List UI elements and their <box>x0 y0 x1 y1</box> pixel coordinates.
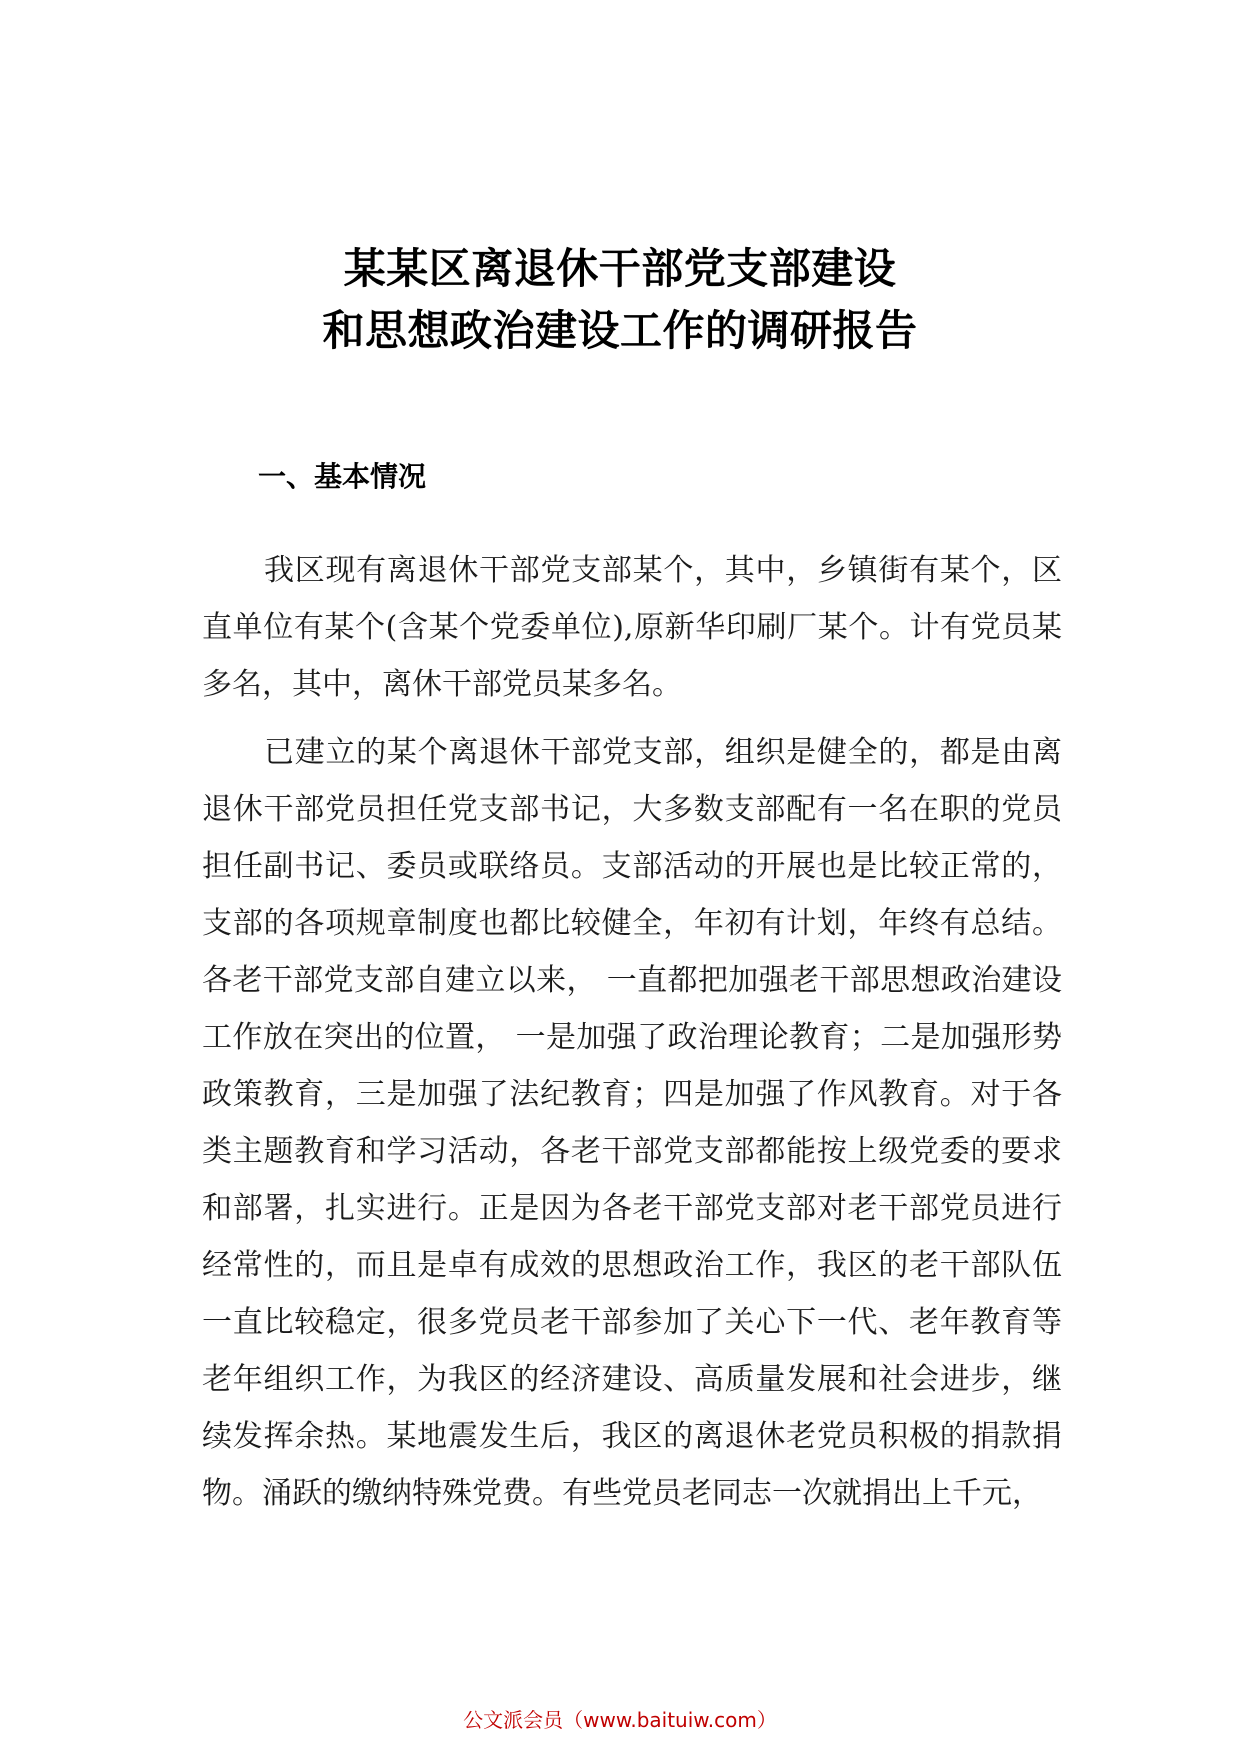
document-title <box>0 238 1240 362</box>
title-line-1: 某某区离退休干部党支部建设 <box>343 244 897 293</box>
section-heading-basic-situation: 一、基本情况 <box>258 460 427 493</box>
title-line-2: 和思想政治建设工作的调研报告 <box>322 306 918 355</box>
paragraph-2: 已建立的某个离退休干部党支部，组织是健全的，都是由离退休干部党员担任党支部书记，大多数支部配有一名在职的党员担任副书记、委员或联络员。支部活动的开展也是比较正常的，支部的各项规章制度也都比较健全，年初有计划，年终有总结。各老干部党支部自建立以来， 一直都把加强老干部思想政治建设工作放在突出的位置， 一是加强了政治理论教育；二是加强形势政策教育，三是加强了法纪教育；四是加强了作风教育。对于各类主题教育和学习活动，各老干部党支部都能按上级党委的要求和部署，扎实进行。正是因为各老干部党支部对老干部党员进行经常性的，而且是卓有成效的思想政治工作，我区的老干部队伍一直比较稳定，很多党员老干部参加了关心下一代、老年教育等老年组织工作，为我区的经济建设、高质量发展和社会进步，继续发挥余热。某地震发生后，我区的离退休老党员积极的捐款捐物。涌跃的缴纳特殊党费。有些党员老同志一次就捐出上千元， <box>202 735 1062 1511</box>
paragraph-1: 我区现有离退休干部党支部某个，其中，乡镇街有某个，区直单位有某个(含某个党委单位),原新华印刷厂某个。计有党员某多名，其中，离休干部党员某多名。 <box>202 553 1062 702</box>
footer-watermark: 公文派会员（www.baituiw.com） <box>463 1708 777 1732</box>
